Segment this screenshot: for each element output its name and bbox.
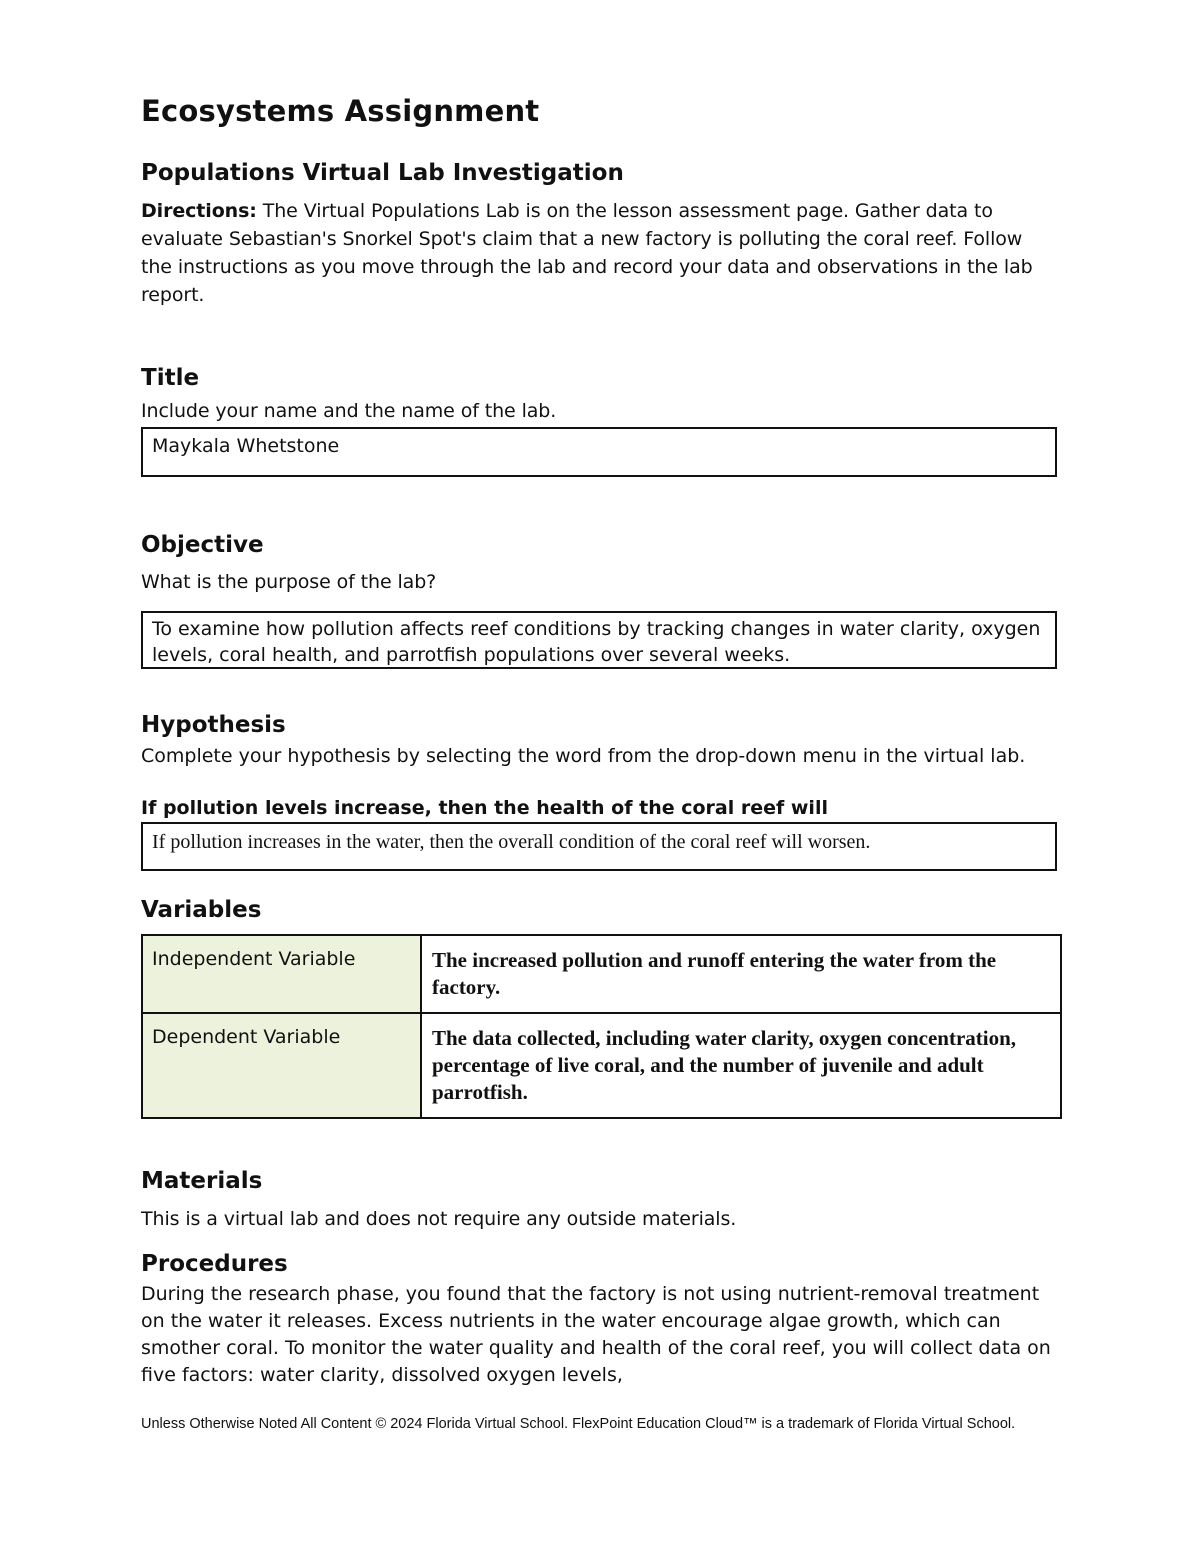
hypothesis-statement: If pollution levels increase, then the health of the coral reef will	[141, 797, 828, 819]
objective-prompt: What is the purpose of the lab?	[141, 571, 437, 593]
title-prompt: Include your name and the name of the lab.	[141, 400, 557, 422]
objective-answer-field[interactable]: To examine how pollution affects reef conditions by tracking changes in water clarity, oxygen levels, coral health, and parrotfish populations over several weeks.	[141, 611, 1057, 669]
materials-text: This is a virtual lab and does not require any outside materials.	[141, 1208, 737, 1230]
copyright-footer: Unless Otherwise Noted All Content © 2024 Florida Virtual School. FlexPoint Education Cloud™ is a trademark of Florida Virtual School.	[141, 1416, 1016, 1432]
hypothesis-prompt: Complete your hypothesis by selecting the word from the drop-down menu in the virtual lab.	[141, 745, 1026, 767]
directions-paragraph	[141, 197, 1056, 309]
hypothesis-answer-field[interactable]: If pollution increases in the water, then the overall condition of the coral reef will worsen.	[141, 822, 1057, 871]
dependent-variable-label: Dependent Variable	[142, 1013, 421, 1118]
materials-heading: Materials	[141, 1168, 263, 1194]
table-row	[142, 935, 1061, 1013]
independent-variable-answer[interactable]: The increased pollution and runoff entering the water from the factory.	[421, 935, 1061, 1013]
hypothesis-heading: Hypothesis	[141, 712, 286, 738]
title-heading: Title	[141, 365, 200, 391]
variables-heading: Variables	[141, 897, 262, 923]
document-title: Ecosystems Assignment	[141, 94, 540, 128]
variables-table	[141, 934, 1062, 1119]
independent-variable-label: Independent Variable	[142, 935, 421, 1013]
document-subtitle: Populations Virtual Lab Investigation	[141, 160, 624, 186]
objective-heading: Objective	[141, 532, 264, 558]
dependent-variable-answer[interactable]: The data collected, including water clarity, oxygen concentration, percentage of live coral, and the number of juvenile and adult parrotfish.	[421, 1013, 1061, 1118]
table-row	[142, 1013, 1061, 1118]
directions-text: The Virtual Populations Lab is on the lesson assessment page. Gather data to evaluate Sebastian's Snorkel Spot's claim that a new factory is polluting the coral reef. Follow the instructions as you move through the lab and record your data and observations in the lab report.	[141, 200, 1033, 306]
procedures-text: During the research phase, you found that the factory is not using nutrient-removal treatment on the water it releases. Excess nutrients in the water encourage algae growth, which can smother coral. To monitor the water quality and health of the coral reef, you will collect data on five factors: water clarity, dissolved oxygen levels,	[141, 1283, 1051, 1386]
title-answer-field[interactable]: Maykala Whetstone	[141, 427, 1057, 477]
procedures-heading: Procedures	[141, 1251, 288, 1277]
directions-label: Directions:	[141, 200, 257, 222]
